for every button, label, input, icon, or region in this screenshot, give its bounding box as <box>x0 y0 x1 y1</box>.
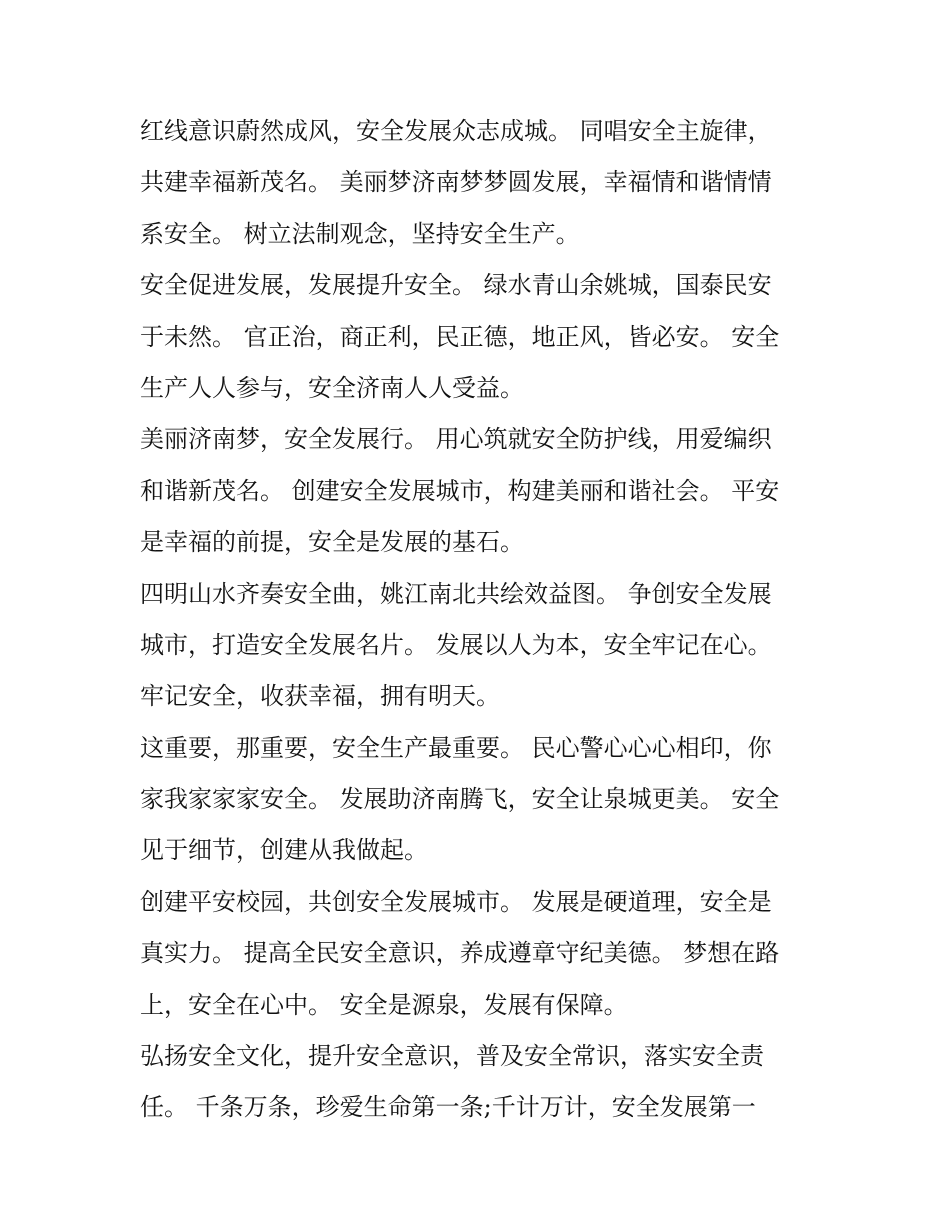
text-line: 上，安全在心中。 安全是源泉，发展有保障。 <box>140 990 628 1019</box>
text-line: 家我家家家安全。 发展助济南腾飞，安全让泉城更美。 安全 <box>140 785 780 814</box>
text-line: 于未然。 官正治，商正利，民正德，地正风，皆必安。 安全 <box>140 322 780 351</box>
document-body <box>140 106 810 1134</box>
text-line: 和谐新茂名。 创建安全发展城市，构建美丽和谐社会。 平安 <box>140 476 780 505</box>
text-line: 见于细节，创建从我做起。 <box>140 836 428 865</box>
text-line: 安全促进发展，发展提升安全。 绿水青山余姚城，国泰民安 <box>140 271 772 300</box>
text-line: 这重要，那重要，安全生产最重要。 民心警心心心相印，你 <box>140 733 772 762</box>
text-line: 生产人人参与，安全济南人人受益。 <box>140 373 524 402</box>
text-line: 城市，打造安全发展名片。 发展以人为本，安全牢记在心。 <box>140 630 772 659</box>
text-line: 任。 千条万条，珍爱生命第一条;千计万计，安全发展第一 <box>140 1093 756 1122</box>
text-line: 四明山水齐奏安全曲，姚江南北共绘效益图。 争创安全发展 <box>140 579 772 608</box>
text-line: 创建平安校园，共创安全发展城市。 发展是硬道理，安全是 <box>140 887 772 916</box>
text-line: 是幸福的前提，安全是发展的基石。 <box>140 528 524 557</box>
text-line: 系安全。 树立法制观念，坚持安全生产。 <box>140 219 580 248</box>
text-line: 真实力。 提高全民安全意识，养成遵章守纪美德。 梦想在路 <box>140 939 780 968</box>
text-line: 红线意识蔚然成风，安全发展众志成城。 同唱安全主旋律， <box>140 117 772 145</box>
text-line: 弘扬安全文化，提升安全意识，普及安全常识，落实安全责 <box>140 1042 764 1071</box>
text-line: 美丽济南梦，安全发展行。 用心筑就安全防护线，用爱编织 <box>140 425 772 454</box>
text-line: 共建幸福新茂名。 美丽梦济南梦梦圆发展，幸福情和谐情情 <box>140 168 772 197</box>
text-line: 牢记安全，收获幸福，拥有明天。 <box>140 682 500 711</box>
